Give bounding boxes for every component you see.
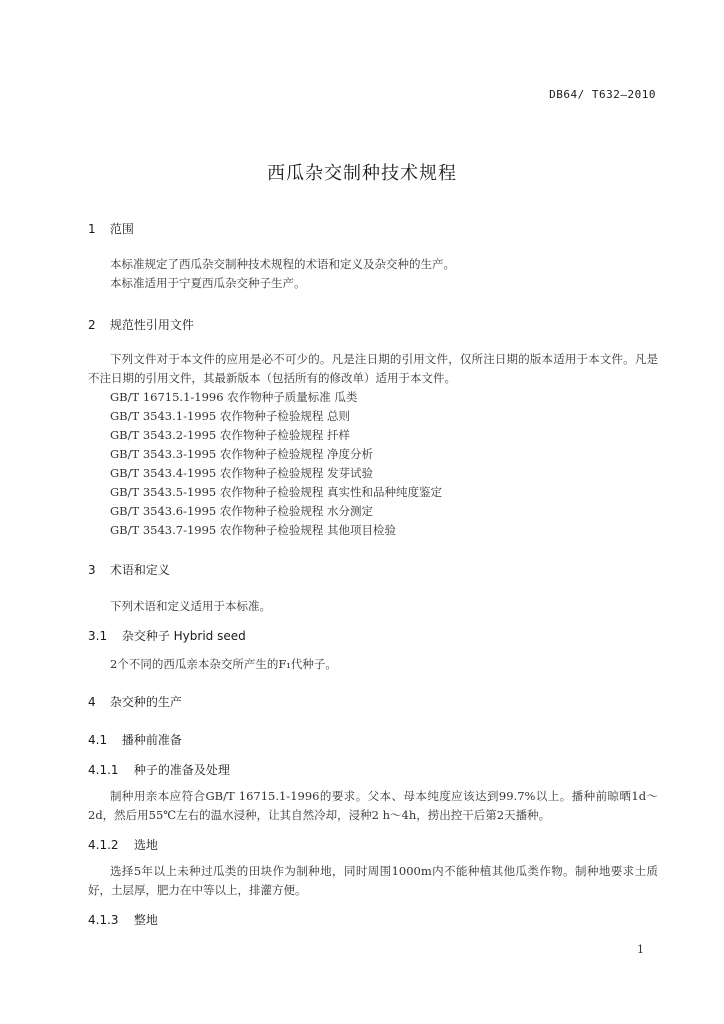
paragraph: 制种用亲本应符合GB/T 16715.1-1996的要求。父本、母本纯度应该达到99.7%以上。播种前晾晒1d～2d，然后用55℃左右的温水浸种，让其自然冷却，浸种2 h～4h，捞出控干后第2天播种。 (88, 789, 658, 822)
section-4-1-2-heading (88, 836, 658, 853)
reference-item: GB/T 3543.2-1995 农作物种子检验规程 扦样 (110, 428, 351, 442)
section-title: 杂交种子 Hybrid seed (121, 629, 246, 643)
reference-item: GB/T 16715.1-1996 农作物种子质量标准 瓜类 (110, 390, 358, 404)
section-title: 播种前准备 (121, 733, 182, 747)
section-2-heading (88, 316, 658, 333)
section-title: 选地 (133, 838, 158, 852)
section-title: 术语和定义 (109, 563, 170, 577)
section-number: 3.1 (88, 629, 108, 643)
section-number: 4.1 (88, 733, 108, 747)
section-1-body (88, 255, 658, 293)
section-title: 整地 (133, 913, 158, 927)
reference-item: GB/T 3543.1-1995 农作物种子检验规程 总则 (110, 409, 351, 423)
section-3-1-heading (88, 627, 658, 644)
section-1-heading (88, 220, 658, 237)
page-number: 1 (637, 943, 644, 956)
section-2-body (88, 350, 658, 540)
reference-item: GB/T 3543.7-1995 农作物种子检验规程 其他项目检验 (110, 523, 397, 537)
paragraph: 选择5年以上未种过瓜类的田块作为制种地，同时周围1000m内不能种植其他瓜类作物。制种地要求土质好，土层厚，肥力在中等以上，排灌方便。 (88, 864, 658, 897)
section-number: 4 (88, 695, 96, 709)
section-title: 种子的准备及处理 (133, 763, 230, 777)
section-3-heading (88, 561, 658, 578)
section-title: 范围 (109, 222, 134, 236)
section-4-heading (88, 693, 658, 710)
standard-code: DB64/ T632—2010 (549, 88, 656, 101)
section-4-1-3-heading (88, 911, 658, 928)
section-4-1-1-body (88, 787, 658, 825)
section-4-1-heading (88, 731, 658, 748)
section-title: 杂交种的生产 (109, 695, 182, 709)
reference-item: GB/T 3543.4-1995 农作物种子检验规程 发芽试验 (110, 466, 374, 480)
paragraph: 下列术语和定义适用于本标准。 (110, 599, 271, 613)
paragraph: 2个不同的西瓜亲本杂交所产生的F₁代种子。 (110, 657, 337, 671)
section-4-1-1-heading (88, 761, 658, 778)
document-title: 西瓜杂交制种技术规程 (267, 163, 457, 184)
section-3-1-body (88, 655, 658, 674)
paragraph: 本标准规定了西瓜杂交制种技术规程的术语和定义及杂交种的生产。 (110, 257, 455, 271)
paragraph: 下列文件对于本文件的应用是必不可少的。凡是注日期的引用文件，仅所注日期的版本适用于本文件。凡是不注日期的引用文件，其最新版本（包括所有的修改单）适用于本文件。 (88, 352, 658, 385)
section-number: 4.1.2 (88, 838, 119, 852)
reference-item: GB/T 3543.3-1995 农作物种子检验规程 净度分析 (110, 447, 374, 461)
section-4-1-2-body (88, 862, 658, 900)
section-number: 3 (88, 563, 96, 577)
section-title: 规范性引用文件 (109, 318, 194, 332)
section-number: 4.1.1 (88, 763, 119, 777)
paragraph: 本标准适用于宁夏西瓜杂交种子生产。 (110, 276, 306, 290)
section-number: 2 (88, 318, 96, 332)
section-3-body (88, 597, 658, 616)
reference-item: GB/T 3543.6-1995 农作物种子检验规程 水分测定 (110, 504, 374, 518)
section-number: 1 (88, 222, 96, 236)
reference-item: GB/T 3543.5-1995 农作物种子检验规程 真实性和品种纯度鉴定 (110, 485, 443, 499)
section-number: 4.1.3 (88, 913, 119, 927)
